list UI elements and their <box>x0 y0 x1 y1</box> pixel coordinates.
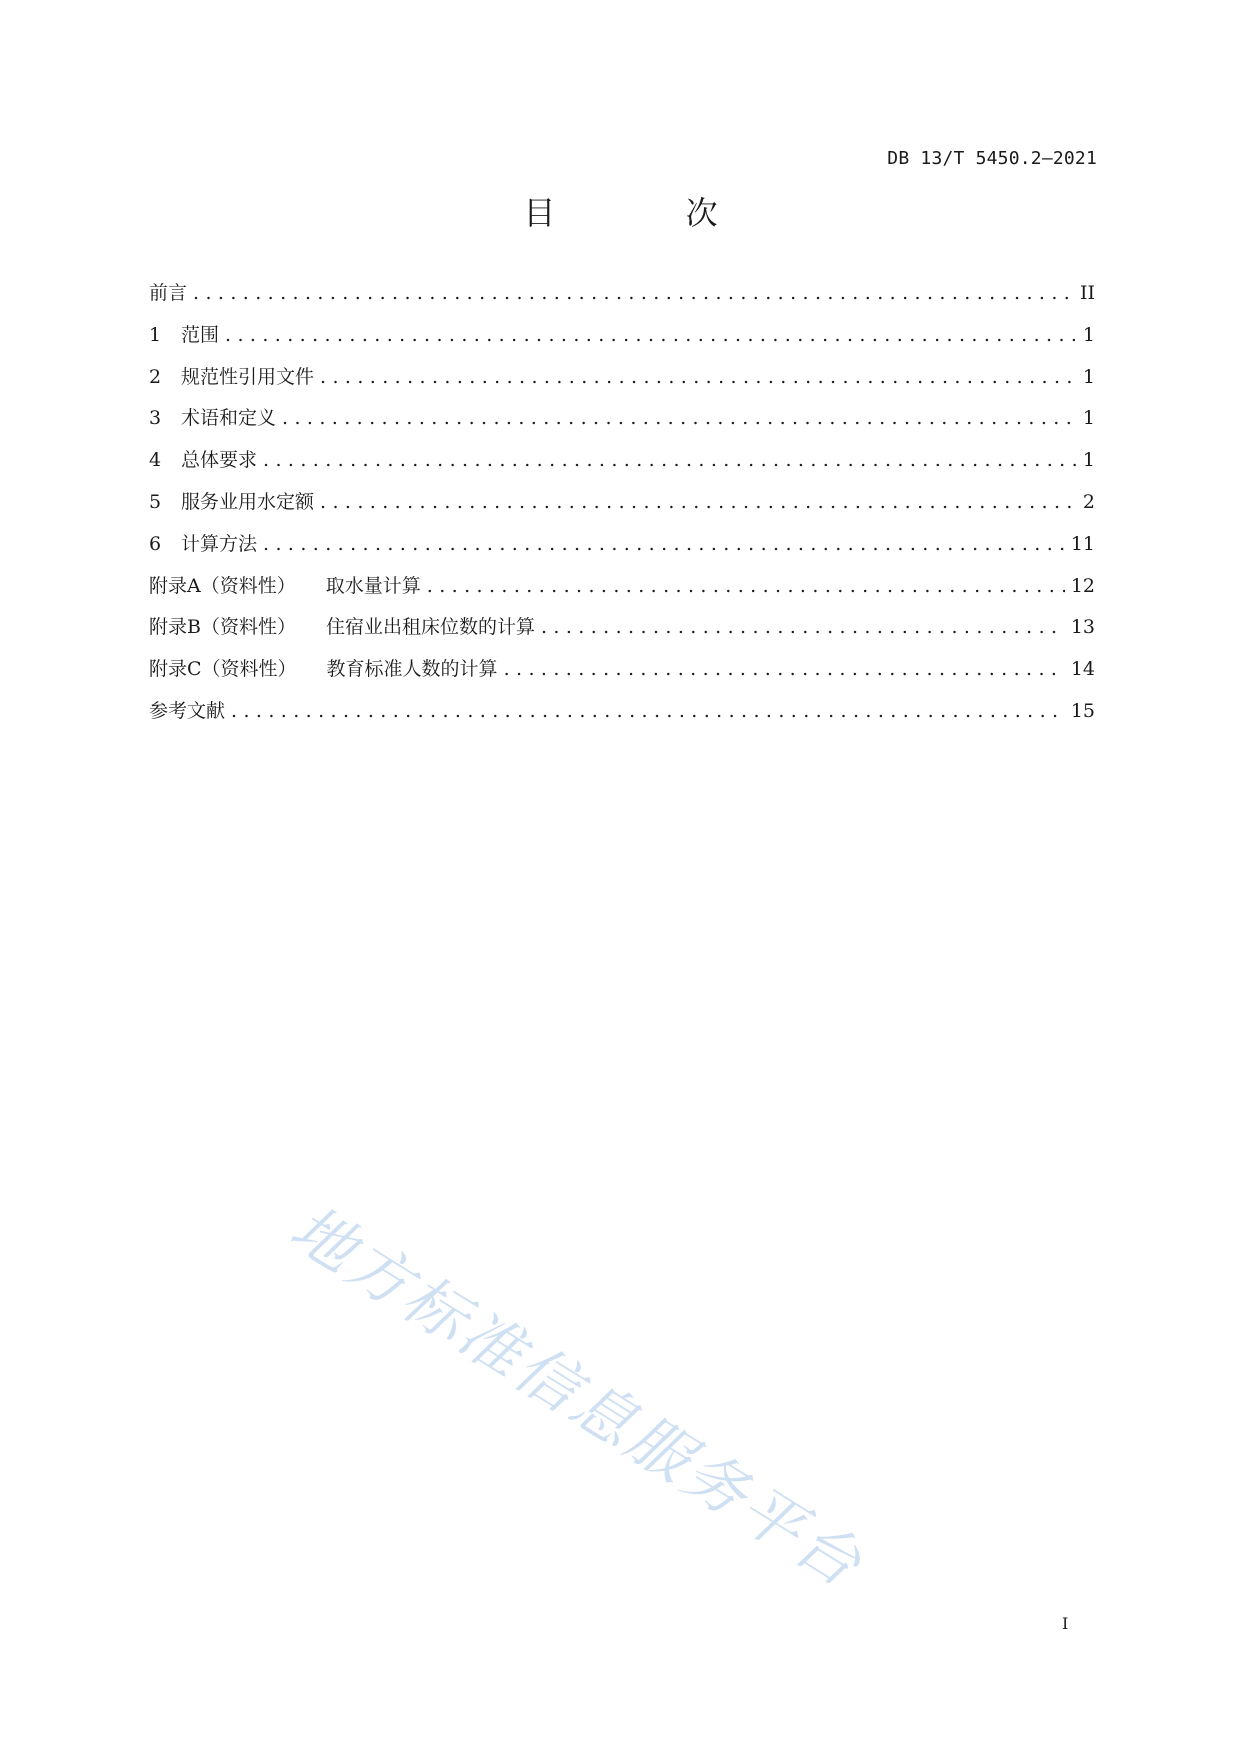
toc-entry-label: 规范性引用文件 <box>181 365 315 388</box>
toc-entry-appendix-c[interactable] <box>149 654 1095 696</box>
toc-entry-calculation-method[interactable] <box>149 529 1095 571</box>
toc-entry-page: II <box>1079 282 1095 304</box>
toc-entry-page: 1 <box>1082 323 1095 346</box>
toc-entry-page: 15 <box>1070 699 1095 722</box>
toc-entry-label: 范围 <box>181 323 220 346</box>
toc-entry-label: 服务业用水定额 <box>181 490 315 513</box>
toc-entry-water-quota[interactable] <box>149 487 1095 529</box>
page-number: I <box>1062 1614 1069 1633</box>
toc-entry-label: 总体要求 <box>181 449 258 472</box>
toc-appendix-prefix: 附录A（资料性） <box>149 574 296 597</box>
toc-appendix-prefix: 附录C（资料性） <box>149 658 297 681</box>
toc-leader-dots <box>320 366 1077 388</box>
toc-entry-page: 12 <box>1070 574 1095 597</box>
table-of-contents <box>149 278 1095 738</box>
toc-entry-page: 2 <box>1082 490 1095 513</box>
toc-entry-number: 4 <box>149 449 162 472</box>
toc-leader-dots <box>320 491 1077 513</box>
toc-leader-dots <box>427 575 1065 597</box>
toc-entry-terms[interactable] <box>149 403 1095 445</box>
toc-entry-label: 住宿业出租床位数的计算 <box>325 616 535 639</box>
toc-entry-number: 6 <box>149 532 162 555</box>
document-code: DB 13/T 5450.2—2021 <box>887 148 1097 169</box>
watermark: 地方标准信息服务平台 <box>278 1190 877 1603</box>
toc-entry-number: 3 <box>149 407 162 430</box>
toc-entry-page: 13 <box>1070 616 1095 639</box>
toc-title: 目 次 <box>523 194 778 232</box>
toc-leader-dots <box>263 533 1065 555</box>
toc-entry-number: 5 <box>149 490 162 513</box>
toc-entry-page: 14 <box>1070 658 1095 681</box>
toc-entry-page: 11 <box>1070 532 1095 555</box>
toc-leader-dots <box>231 700 1065 722</box>
toc-entry-foreword[interactable] <box>149 278 1095 320</box>
toc-entry-label: 教育标准人数的计算 <box>326 658 498 681</box>
toc-entry-number: 1 <box>149 323 162 346</box>
toc-leader-dots <box>282 407 1077 429</box>
toc-leader-dots <box>225 324 1077 346</box>
toc-entry-general-requirements[interactable] <box>149 445 1095 487</box>
toc-entry-scope[interactable] <box>149 320 1095 362</box>
toc-entry-label: 计算方法 <box>181 532 258 555</box>
toc-entry-normative-references[interactable] <box>149 362 1095 404</box>
toc-leader-dots <box>263 449 1077 471</box>
toc-entry-page: 1 <box>1082 449 1095 472</box>
toc-entry-number: 2 <box>149 365 162 388</box>
toc-leader-dots <box>504 658 1065 680</box>
toc-entry-label: 术语和定义 <box>181 407 277 430</box>
toc-entry-page: 1 <box>1082 365 1095 388</box>
toc-entry-label: 前言 <box>149 282 188 304</box>
toc-entry-label: 取水量计算 <box>325 574 421 597</box>
toc-entry-page: 1 <box>1082 407 1095 430</box>
toc-entry-label: 参考文献 <box>149 699 226 722</box>
toc-entry-appendix-b[interactable] <box>149 612 1095 654</box>
toc-entry-appendix-a[interactable] <box>149 571 1095 613</box>
toc-appendix-prefix: 附录B（资料性） <box>149 616 296 639</box>
toc-leader-dots <box>193 282 1074 304</box>
toc-leader-dots <box>541 616 1065 638</box>
toc-entry-bibliography[interactable] <box>149 696 1095 738</box>
